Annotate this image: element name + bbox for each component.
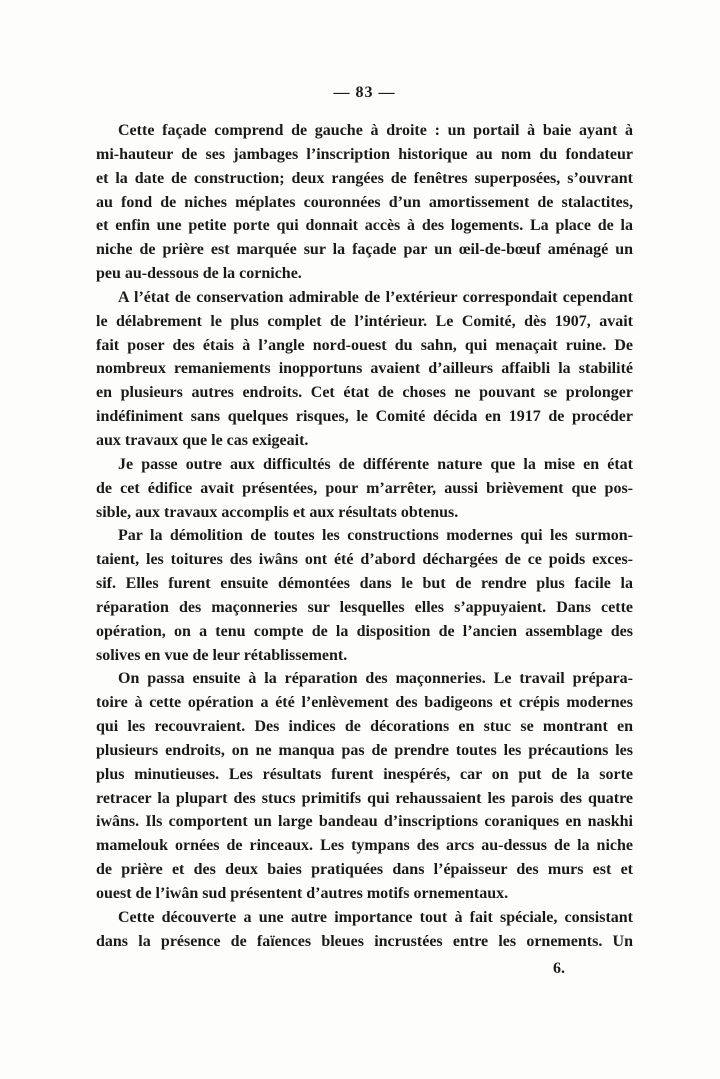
signature-mark-row: [96, 960, 633, 978]
text-line: A l’état de conservation admirable de l’extérieur correspondait cependant: [118, 288, 633, 306]
text-line: retracer la plupart des stucs primitifs qui rehaussaient les parois des quatre: [96, 789, 633, 807]
text-line: réparation des maçonneries sur lesquelles elles s’appuyaient. Dans cette: [96, 598, 633, 616]
text-line: toire à cette opération a été l’enlèvement des badigeons et crépis modernes: [96, 694, 633, 712]
text-line: de prière et des deux baies pratiquées dans l’épaisseur des murs est et: [96, 861, 633, 879]
text-line: opération, on a tenu compte de la disposition de l’ancien assemblage des: [96, 622, 633, 640]
text-line: niche de prière est marquée sur la façade par un œil-de-bœuf aménagé un: [96, 241, 633, 259]
text-line: mamelouk ornées de rinceaux. Les tympans des arcs au-dessus de la niche: [96, 837, 633, 855]
text-line: nombreux remaniements inopportuns avaient d’ailleurs affaibli la stabilité: [96, 360, 633, 378]
text-line: et la date de construction; deux rangées de fenêtres superposées, s’ouvrant: [96, 169, 633, 187]
text-line: dans la présence de faïences bleues incrustées entre les ornements. Un: [96, 932, 633, 950]
text-line: aux travaux que le cas exigeait.: [96, 431, 309, 449]
text-block: [96, 119, 633, 954]
text-line: ouest de l’iwân sud présentent d’autres motifs ornementaux.: [96, 885, 509, 902]
text-line: au fond de niches méplates couronnées d’un amortissement de stalactites,: [96, 193, 633, 211]
text-line: sif. Elles furent ensuite démontées dans le but de rendre plus facile la: [96, 575, 633, 593]
text-line: Je passe outre aux difficultés de différente nature que la mise en état: [118, 455, 633, 473]
text-line: plus minutieuses. Les résultats furent inespérés, car on put de la sorte: [96, 765, 633, 783]
text-line: sible, aux travaux accomplis et aux résultats obtenus.: [96, 503, 459, 521]
text-line: plusieurs endroits, on ne manqua pas de prendre toutes les précautions les: [96, 741, 633, 759]
text-line: On passa ensuite à la réparation des maçonneries. Le travail prépara-: [118, 670, 633, 688]
text-line: et enfin une petite porte qui donnait accès à des logements. La place de la: [96, 217, 633, 235]
text-line: de cet édifice avait présentées, pour m’arrêter, aussi brièvement que pos-: [96, 479, 633, 497]
text-line: fait poser des étais à l’angle nord-ouest du sahn, qui menaçait ruine. De: [96, 336, 633, 354]
text-line: taient, les toitures des iwâns ont été d’abord déchargées de ce poids exces-: [96, 551, 633, 569]
text-line: le délabrement le plus complet de l’intérieur. Le Comité, dès 1907, avait: [96, 312, 633, 330]
text-line: mi-hauteur de ses jambages l’inscription historique au nom du fondateur: [96, 145, 633, 163]
text-line: solives en vue de leur rétablissement.: [96, 646, 348, 664]
text-line: qui les recouvraient. Des indices de décorations en stuc se montrant en: [96, 718, 633, 736]
text-line: peu au-dessous de la corniche.: [96, 265, 302, 283]
text-line: Cette découverte a une autre importance tout à fait spéciale, consistant: [118, 908, 633, 926]
text-line: indéfiniment sans quelques risques, le Comité décida en 1917 de procéder: [96, 408, 633, 426]
text-line: iwâns. Ils comportent un large bandeau d’inscriptions coraniques en naskhi: [96, 813, 633, 831]
signature-mark: 6.: [553, 960, 565, 977]
page-number: — 83 —: [333, 84, 396, 101]
text-line: Cette façade comprend de gauche à droite : un portail à baie ayant à: [118, 122, 633, 139]
text-line: Par la démolition de toutes les constructions modernes qui les surmon-: [118, 527, 633, 545]
text-line: en plusieurs autres endroits. Cet état de choses ne pouvant se prolonger: [96, 384, 633, 402]
